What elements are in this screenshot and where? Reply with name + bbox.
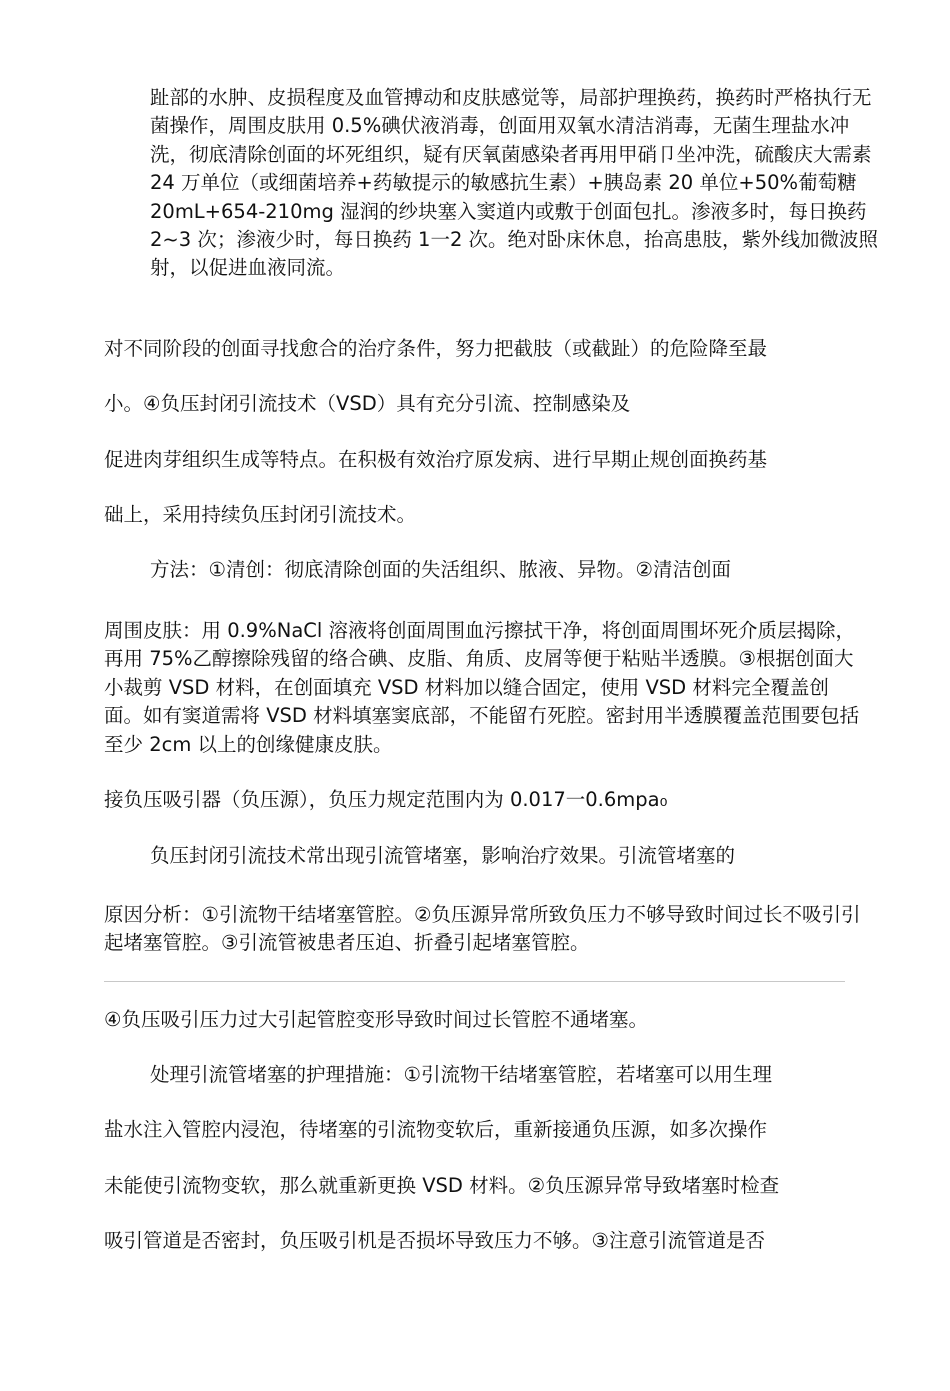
paragraph-line: 负压封闭引流技术常出现引流管堵塞，影响治疗效果。引流管堵塞的 <box>150 844 736 867</box>
paragraph-line: 处理引流管堵塞的护理措施：①引流物干结堵塞管腔，若堵塞可以用生理 <box>150 1063 772 1086</box>
paragraph-line: 促进肉芽组织生成等特点。在积极有效治疗原发病、进行早期止规创面换药基 <box>104 448 768 471</box>
method-paragraph: 周围皮肤：用 0.9%NaCl 溶液将创面周围血污擦拭干净，将创面周围坏死介质层揭除，再用 75%乙醇擦除残留的络合碘、皮脂、角质、皮屑等便于粘贴半透膜。③根据创面大小裁剪 VSD 材料，在创面填充 VSD 材料加以缝合固定，使用 VSD 材料完全覆盖创面。如有窦道需将 VSD 材料填塞窦底部，不能留冇死腔。密封用半透膜覆盖范围要包括至少 2cm 以上的创缘健康皮肤。 <box>104 619 860 756</box>
cause-analysis-paragraph: 原因分析：①引流物干结堵塞管腔。②负压源异常所致负压力不够导致时间过长不吸引引起堵塞管腔。③引流管被患者压迫、折叠引起堵塞管腔。 <box>104 903 861 955</box>
paragraph-line: 对不同阶段的创面寻找愈合的治疗条件，努力把截肢（或截趾）的危险降至最 <box>104 337 768 360</box>
horizontal-divider <box>104 981 845 982</box>
paragraph-line: 小。④负压封闭引流技术（VSD）具有充分引流、控制感染及 <box>104 392 631 415</box>
paragraph-line: 盐水注入管腔内浸泡，待堵塞的引流物变软后，重新接通负压源，如多次操作 <box>104 1118 768 1141</box>
paragraph-line: 未能使引流物变软，那么就重新更换 VSD 材料。②负压源异常导致堵塞时检查 <box>104 1174 780 1197</box>
paragraph-line: 础上，采用持续负压封闭引流技术。 <box>104 503 417 526</box>
paragraph-line: 接负压吸引器（负压源），负压力规定范围内为 0.017一0.6mpa₀ <box>104 788 668 811</box>
method-heading-line: 方法：①清创：彻底清除创面的失活组织、脓液、异物。②清洁创面 <box>150 558 731 581</box>
paragraph-wound-care: 趾部的水肿、皮损程度及血管搏动和皮肤感觉等，局部护理换药，换药时严格执行无菌操作，周围皮肤用 0.5%碘伏液消毒，创面用双氧水清洁消毒，无菌生理盐水冲洗，彻底清除创面的坏死组织，疑有厌氧菌感染者再用甲硝卩坐冲洗，硫酸庆大需素 24 万单位（或细菌培养+药敏提示的敏感抗生素）+胰岛素 20 单位+50%葡萄糖 20mL+654-210mg 湿润的纱块塞入窦道内或敷于创面包扎。渗液多时，每日换药 2~3 次；渗液少时，每日换药 1一2 次。绝对卧床休息，抬高患肢，紫外线加微波照射，以促进血液同流。 <box>150 86 879 280</box>
paragraph-line: ④负压吸引压力过大引起管腔变形导致时间过长管腔不通堵塞。 <box>104 1008 648 1031</box>
paragraph-line: 吸引管道是否密封，负压吸引机是否损坏导致压力不够。③注意引流管道是否 <box>104 1229 765 1252</box>
